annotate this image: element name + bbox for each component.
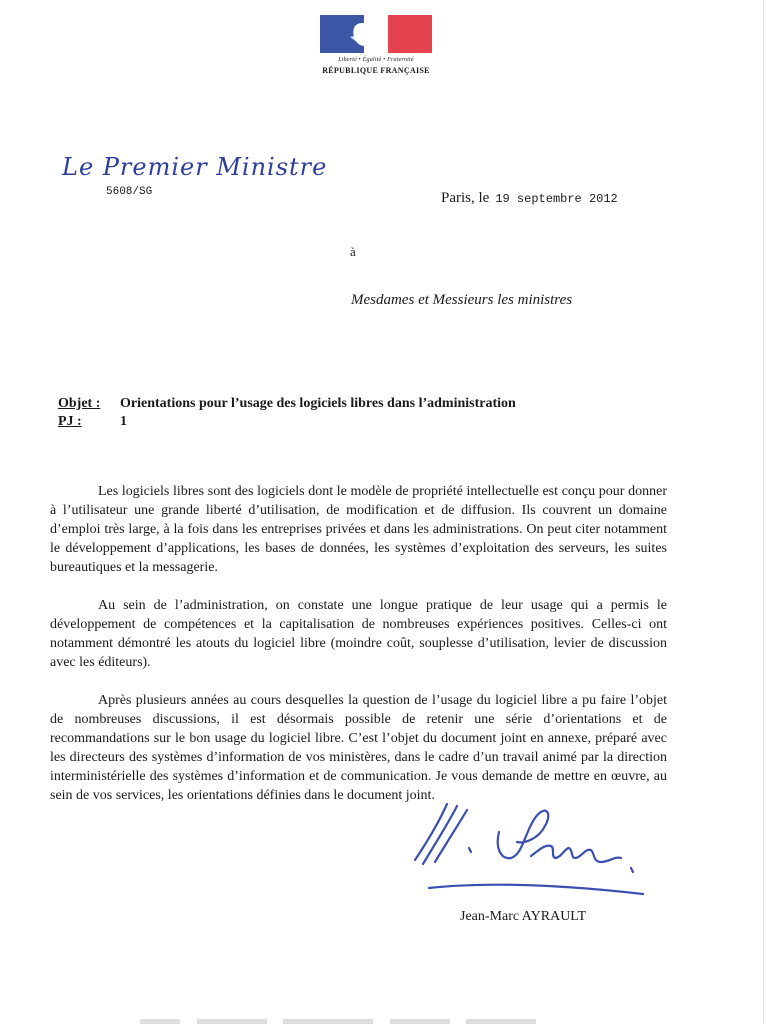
- sender-title: Le Premier Ministre: [62, 153, 328, 181]
- body-paragraph: Au sein de l’administration, on constate une longue pratique de leur usage qui a permis le développement de compétences et la capitalisation de nombreuses expériences positives. Celles-ci ont notamment démontré les atouts du logiciel libre (moindre coût, souplesse d’utilisation, levier de discussion avec les éditeurs).: [50, 598, 667, 670]
- marianne-profile-icon: [322, 15, 432, 53]
- flag-emblem: [320, 15, 432, 53]
- subject-block: [58, 396, 516, 432]
- object-value: Orientations pour l’usage des logiciels libres dans l’administration: [120, 396, 516, 411]
- handwritten-signature: [405, 792, 655, 902]
- date-line: [441, 190, 618, 207]
- recipient-preposition: à: [350, 244, 356, 259]
- marianne-logo: [318, 15, 434, 75]
- date-city: Paris, le: [441, 190, 490, 206]
- object-label: Objet :: [58, 396, 101, 411]
- republic-name: RÉPUBLIQUE FRANÇAISE: [322, 66, 430, 75]
- signer-name: Jean-Marc AYRAULT: [460, 909, 587, 924]
- footer-address-cutoff: [140, 1016, 620, 1026]
- attachment-label: PJ :: [58, 414, 82, 429]
- date-value: 19 septembre 2012: [495, 192, 618, 206]
- republic-motto: Liberté • Égalité • Fraternité: [338, 57, 414, 63]
- letter-body: [50, 482, 667, 824]
- recipient-addressee: Mesdames et Messieurs les ministres: [351, 292, 573, 308]
- reference-number: 5608/SG: [106, 186, 153, 198]
- page-edge: [763, 0, 764, 1024]
- body-paragraph: Après plusieurs années au cours desquelles la question de l’usage du logiciel libre a pu faire l’objet de nombreuses discussions, il est désormais possible de retenir une série d’orientations et de recommandations sur le bon usage du logiciel libre. C’est l’objet du document joint en annexe, préparé avec les directeurs des systèmes d’information de vos ministères, dans le cadre d’un travail animé par la direction interministérielle des systèmes d’information et de communication. Je vous demande de mettre en œuvre, au sein de vos services, les orientations définies dans le document joint.: [50, 693, 667, 803]
- body-paragraph: Les logiciels libres sont des logiciels dont le modèle de propriété intellectuelle est conçu pour donner à l’utilisateur une grande liberté d’utilisation, de modification et de diffusion. Ils couvrent un domaine d’emploi très large, à la fois dans les entreprises privées et dans les administrations. On peut citer notamment le développement d’applications, les bases de données, les systèmes d’exploitation des serveurs, les suites bureautiques et la messagerie.: [50, 484, 667, 575]
- attachment-value: 1: [120, 414, 127, 429]
